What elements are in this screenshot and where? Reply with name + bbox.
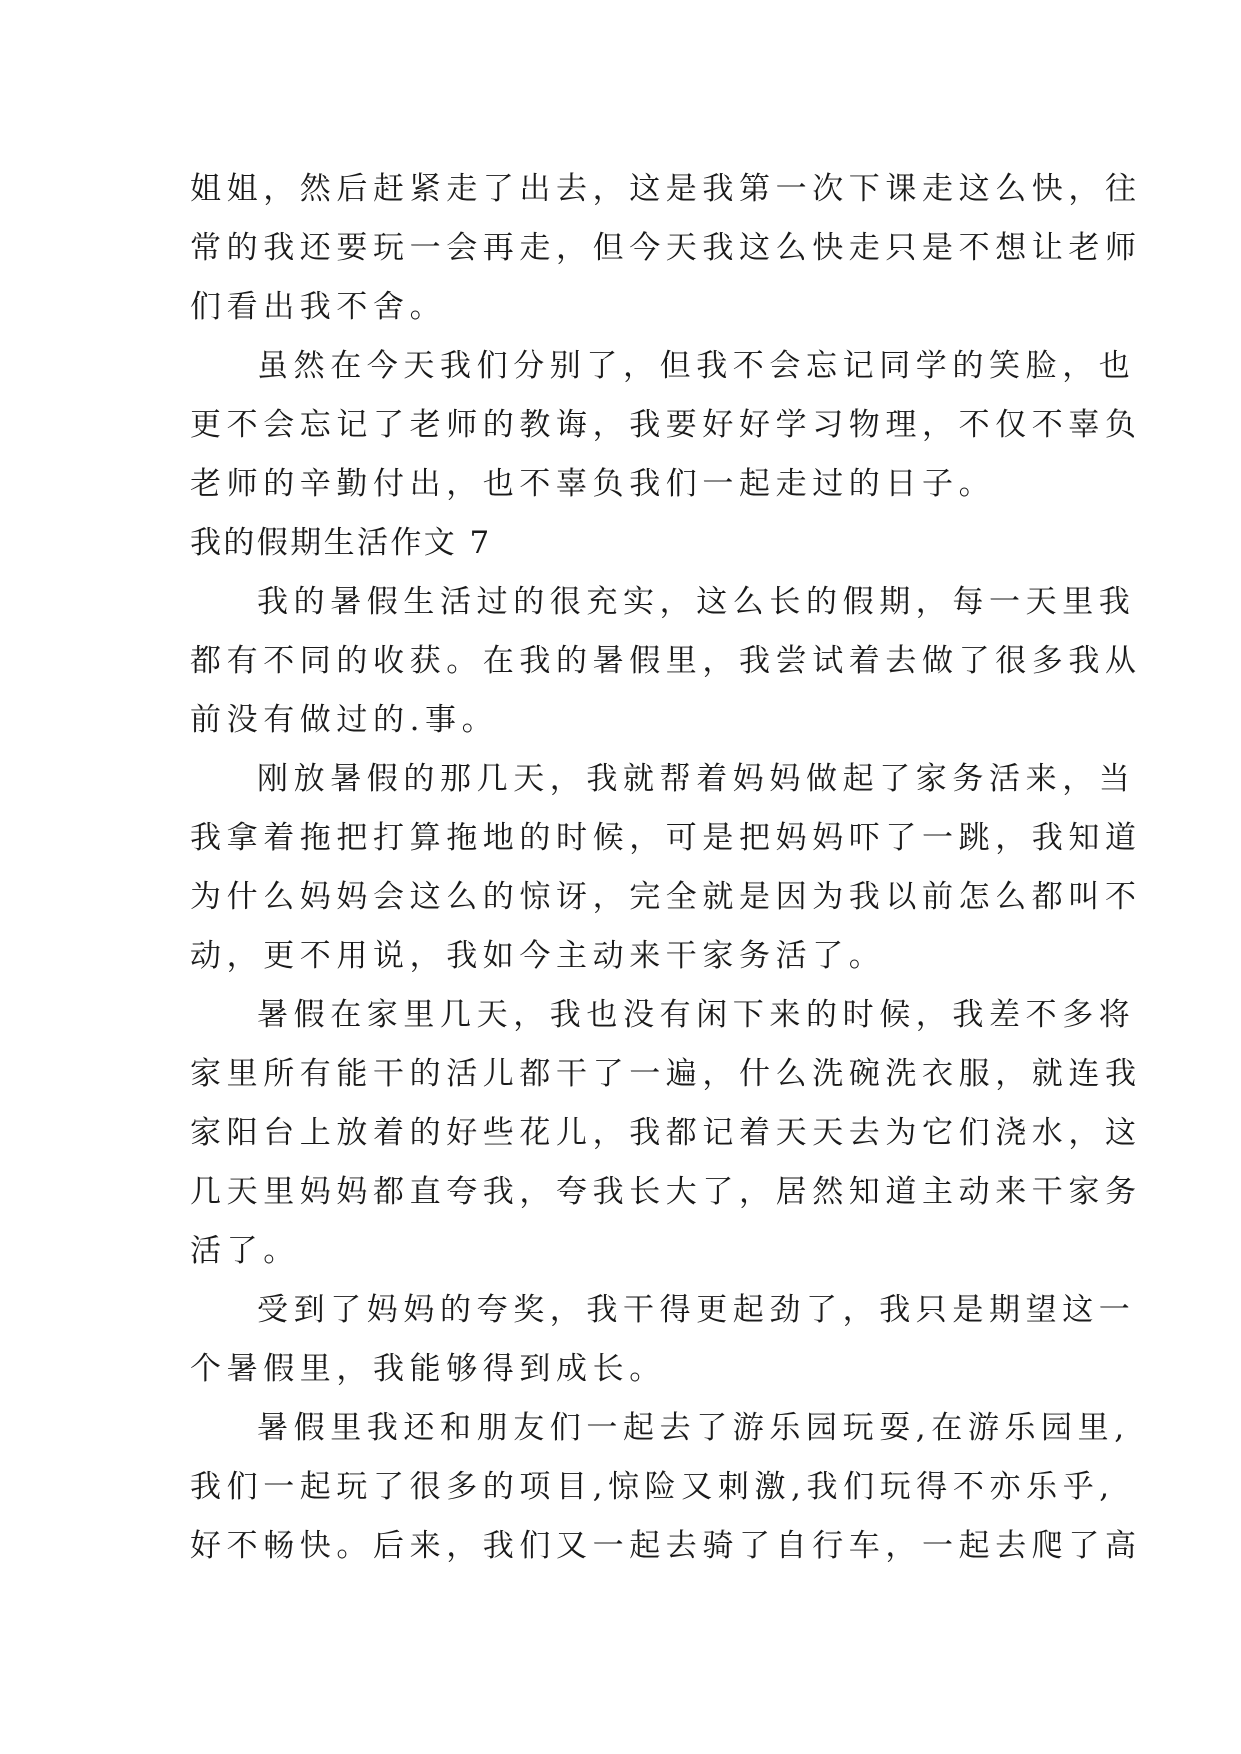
text-line: 更不会忘记了老师的教诲，我要好好学习物理，不仅不辜负 (190, 407, 1142, 443)
text-line: 家里所有能干的活儿都干了一遍，什么洗碗洗衣服，就连我 (190, 1056, 1142, 1092)
section-heading: 我的假期生活作文 7 (190, 525, 492, 561)
text-line: 前没有做过的.事。 (190, 702, 499, 738)
document-body (190, 160, 1142, 1576)
text-line: 们看出我不舍。 (190, 289, 447, 325)
text-line: 老师的辛勤付出，也不辜负我们一起走过的日子。 (190, 466, 996, 502)
text-line: 我拿着拖把打算拖地的时候，可是把妈妈吓了一跳，我知道 (190, 820, 1142, 856)
text-line: 动，更不用说，我如今主动来干家务活了。 (190, 938, 886, 974)
text-line: 受到了妈妈的夸奖，我干得更起劲了，我只是期望这一 (257, 1292, 1136, 1328)
text-line: 我们一起玩了很多的项目,惊险又刺激,我们玩得不亦乐乎, (190, 1469, 1115, 1505)
text-line: 暑假在家里几天，我也没有闲下来的时候，我差不多将 (257, 997, 1136, 1033)
text-line: 常的我还要玩一会再走，但今天我这么快走只是不想让老师 (190, 230, 1142, 266)
text-line: 都有不同的收获。在我的暑假里，我尝试着去做了很多我从 (190, 643, 1142, 679)
text-line: 活了。 (190, 1233, 300, 1269)
text-line: 家阳台上放着的好些花儿，我都记着天天去为它们浇水，这 (190, 1115, 1142, 1151)
text-line: 个暑假里，我能够得到成长。 (190, 1351, 666, 1387)
text-line: 我的暑假生活过的很充实，这么长的假期，每一天里我 (257, 584, 1136, 620)
text-line: 姐姐，然后赶紧走了出去，这是我第一次下课走这么快，往 (190, 171, 1142, 207)
text-line: 好不畅快。后来，我们又一起去骑了自行车，一起去爬了高 (190, 1528, 1142, 1564)
text-line: 为什么妈妈会这么的惊讶，完全就是因为我以前怎么都叫不 (190, 879, 1142, 915)
text-line: 暑假里我还和朋友们一起去了游乐园玩耍,在游乐园里, (257, 1410, 1130, 1446)
text-line: 虽然在今天我们分别了，但我不会忘记同学的笑脸，也 (257, 348, 1136, 384)
text-line: 几天里妈妈都直夸我，夸我长大了，居然知道主动来干家务 (190, 1174, 1142, 1210)
text-line: 刚放暑假的那几天，我就帮着妈妈做起了家务活来，当 (257, 761, 1136, 797)
